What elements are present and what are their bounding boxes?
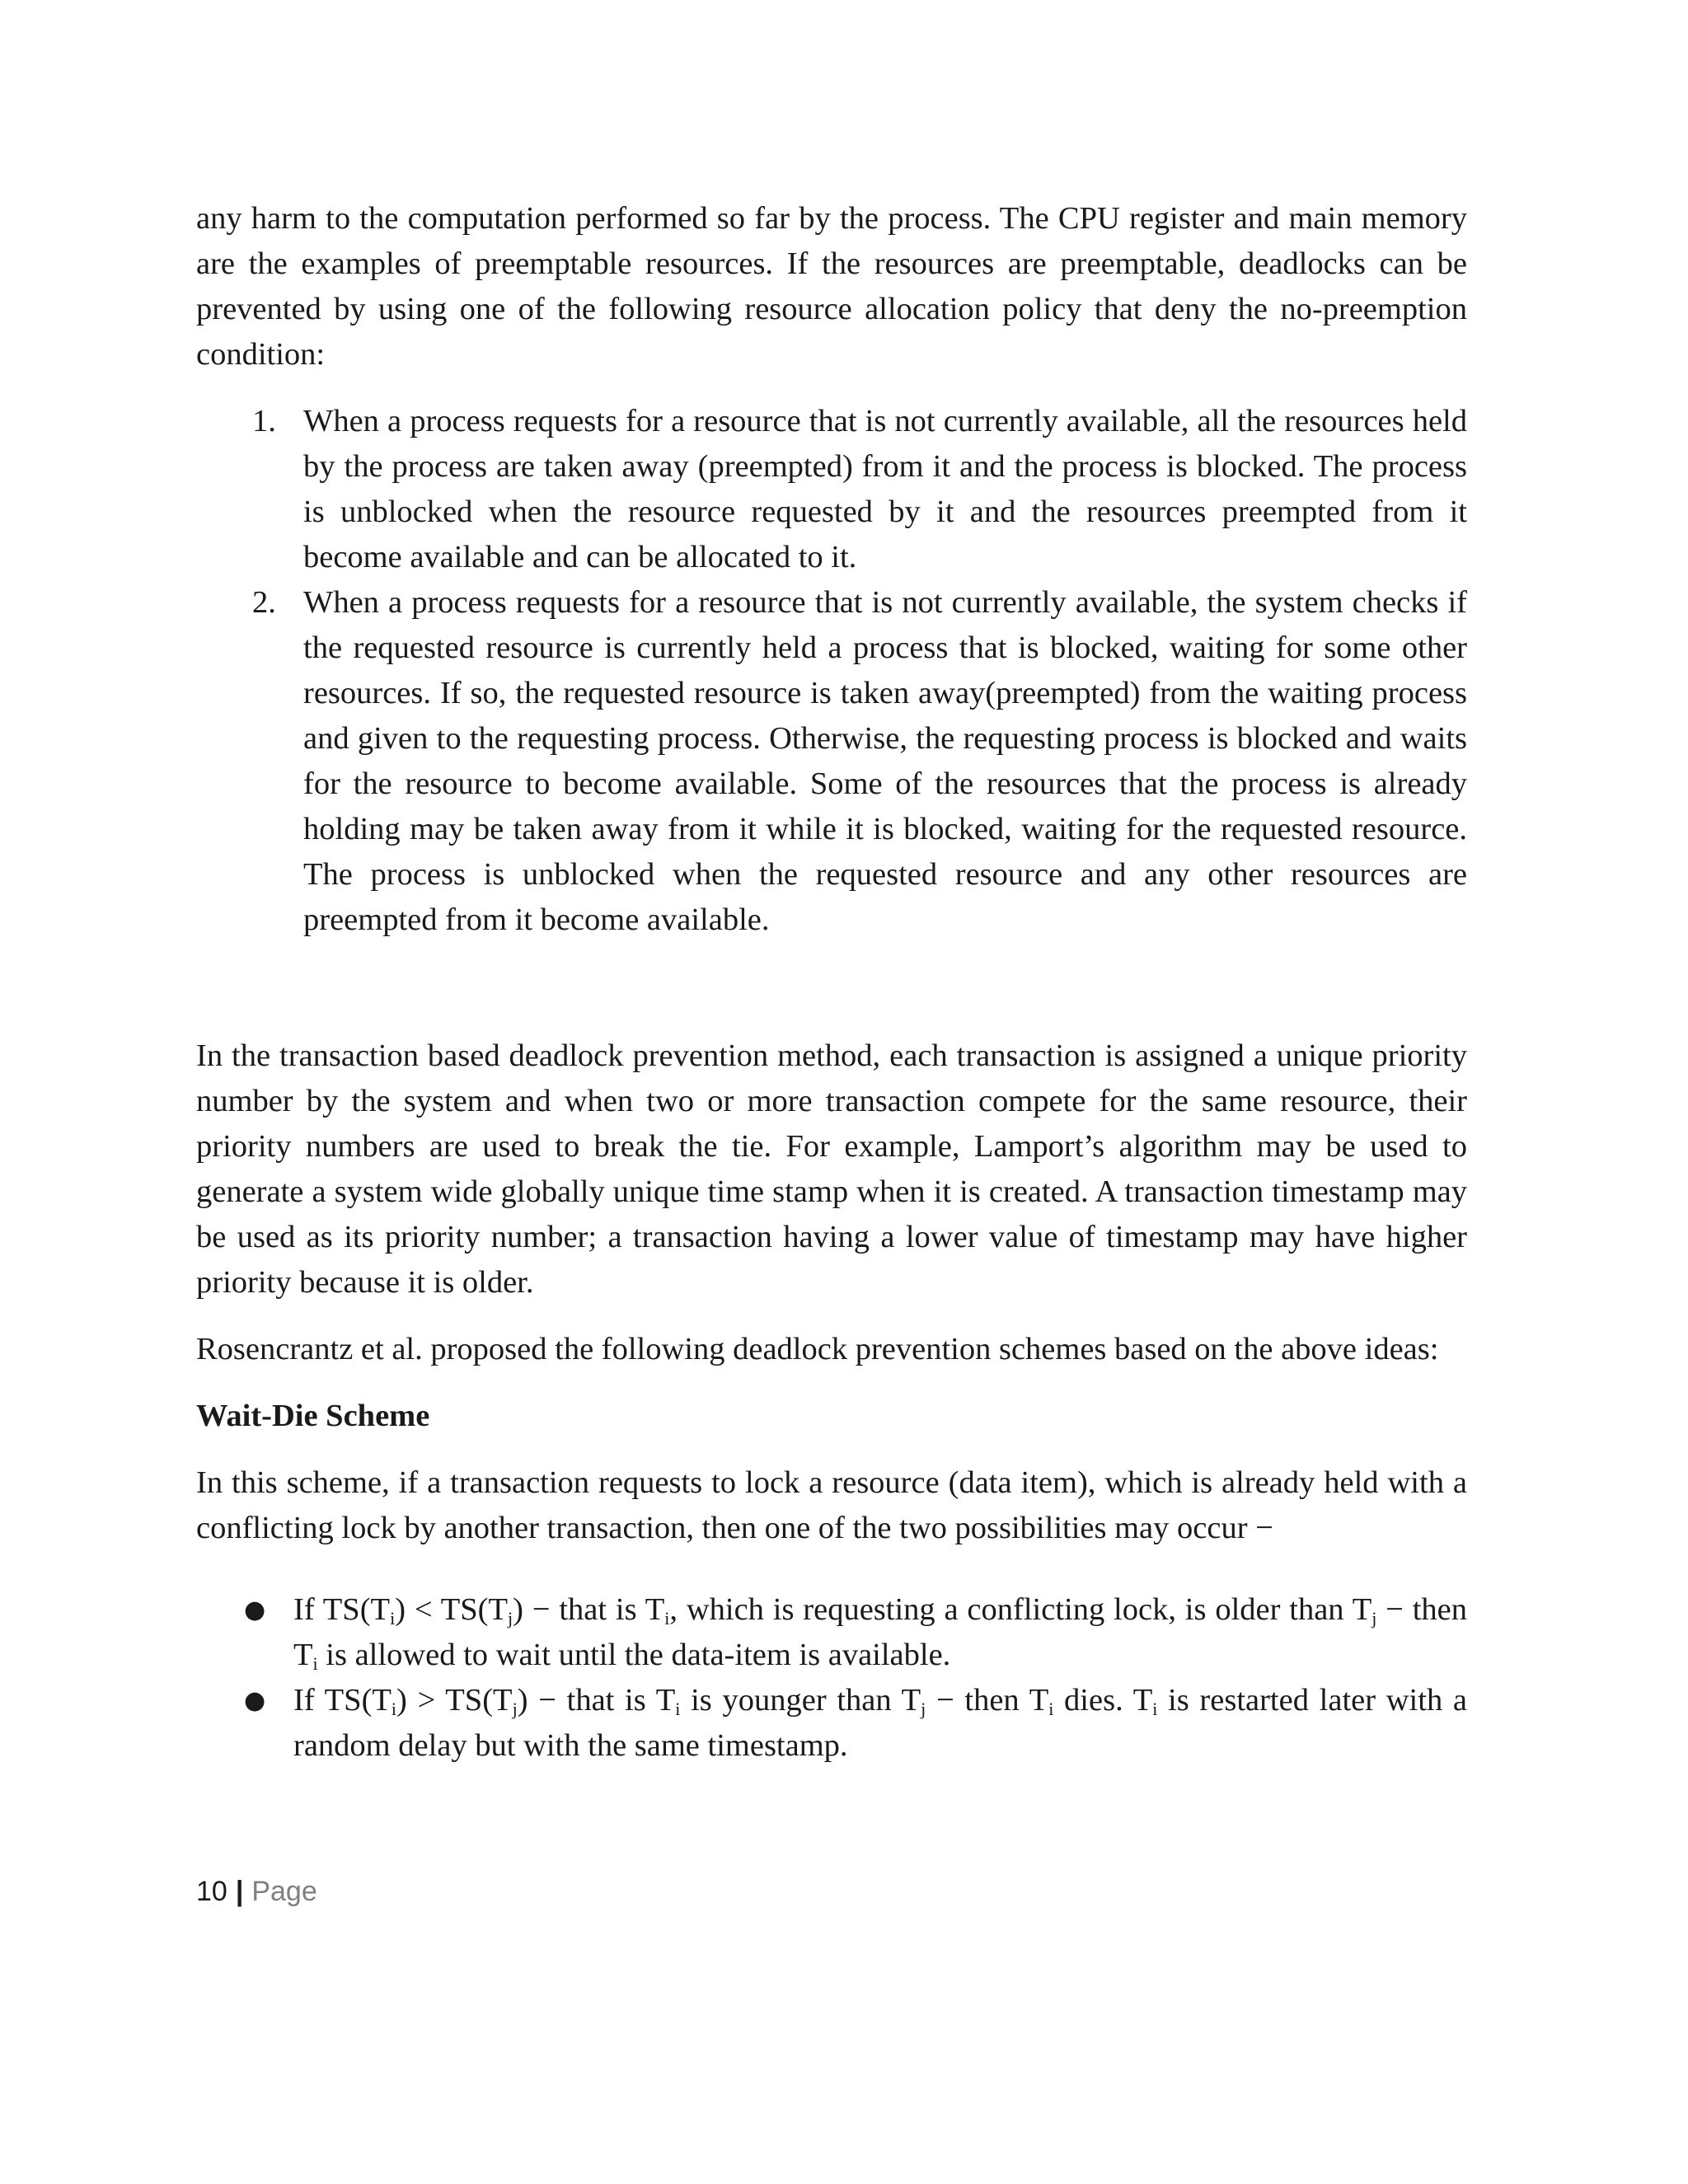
subscript: j xyxy=(512,1699,518,1719)
list-item-text: When a process requests for a resource that is not currently available, all the resources held by the process are taken away (preempted) from it and the process is blocked. The process is unblocked when the resource requested by it and the resources preempted from it become available and can be allocated to it. xyxy=(303,404,1467,574)
scheme-heading: Wait-Die Scheme xyxy=(196,1399,430,1433)
footer-separator: | xyxy=(235,1876,244,1907)
list-item xyxy=(252,399,1467,580)
page-label: Page xyxy=(251,1876,317,1907)
bullet-icon: ● xyxy=(244,1596,266,1624)
subscript: i xyxy=(390,1608,396,1629)
bullet-icon: ● xyxy=(244,1686,266,1715)
condition-list xyxy=(196,1587,1467,1769)
subscript: j xyxy=(921,1699,926,1719)
condition-text: ) − that is T xyxy=(513,1592,665,1627)
scheme-paragraph: In this scheme, if a transaction requests to lock a resource (data item), which is already held with a conflicting lock by another transaction, then one of the two possibilities may occur − xyxy=(196,1465,1467,1545)
condition-text: , which is requesting a conflicting lock, is older than T xyxy=(669,1592,1372,1627)
subscript: i xyxy=(1048,1699,1054,1719)
condition-item-younger xyxy=(244,1678,1467,1769)
condition-text: is younger than T xyxy=(680,1683,921,1718)
transaction-paragraph: In the transaction based deadlock prevention method, each transaction is assigned a unique priority number by the system and when two or more transaction compete for the same resource, their priority numbers are used to break the tie. For example, Lamport’s algorithm may be used to generate a system wide globally unique time stamp when it is created. A transaction timestamp may be used as its priority number; a transaction having a lower value of timestamp may have higher priority because it is older. xyxy=(196,1038,1467,1300)
list-item-text: When a process requests for a resource that is not currently available, the system checks if the requested resource is currently held a process that is blocked, waiting for some other resources. If so, the requested resource is taken away(preempted) from the waiting process and given to the requesting process. Otherwise, the requesting process is blocked and waits for the resource to become available. Some of the resources that the process is already holding may be taken away from it while it is blocked, waiting for the requested resource. The process is unblocked when the requested resource and any other resources are preempted from it become available. xyxy=(303,585,1467,937)
condition-item-older xyxy=(244,1587,1468,1678)
list-item-number: 1. xyxy=(252,404,276,438)
page-footer xyxy=(196,1875,317,1908)
condition-text: is restarted later with a random delay but with the same timestamp. xyxy=(293,1683,1467,1763)
condition-text: If TS(T xyxy=(293,1592,391,1627)
intro-paragraph: any harm to the computation performed so far by the process. The CPU register and main memory are the examples of preemptable resources. If the resources are preemptable, deadlocks can be prevented by using one of the following resource allocation policy that deny the no-preemption condition: xyxy=(196,201,1467,372)
condition-text: − then T xyxy=(926,1683,1049,1718)
rosencrantz-paragraph: Rosencrantz et al. proposed the following deadlock prevention schemes based on the above ideas: xyxy=(196,1332,1439,1366)
subscript: j xyxy=(1372,1608,1377,1629)
condition-text: − then T xyxy=(293,1592,1468,1672)
condition-text: If TS(T xyxy=(293,1683,392,1718)
subscript: j xyxy=(507,1608,513,1629)
page-content xyxy=(196,196,1467,1769)
condition-text: is allowed to wait until the data-item is available. xyxy=(317,1638,951,1672)
list-item-number: 2. xyxy=(252,585,276,620)
page-number: 10 xyxy=(196,1876,227,1907)
subscript: i xyxy=(312,1653,318,1674)
subscript: i xyxy=(675,1699,681,1719)
subscript: i xyxy=(664,1608,670,1629)
condition-text: ) > TS(T xyxy=(396,1683,513,1718)
subscript: i xyxy=(391,1699,397,1719)
list-item xyxy=(252,580,1467,943)
condition-text: ) < TS(T xyxy=(395,1592,508,1627)
condition-text: dies. T xyxy=(1053,1683,1153,1718)
policy-list xyxy=(196,399,1467,943)
subscript: i xyxy=(1152,1699,1158,1719)
condition-text: ) − that is T xyxy=(517,1683,676,1718)
